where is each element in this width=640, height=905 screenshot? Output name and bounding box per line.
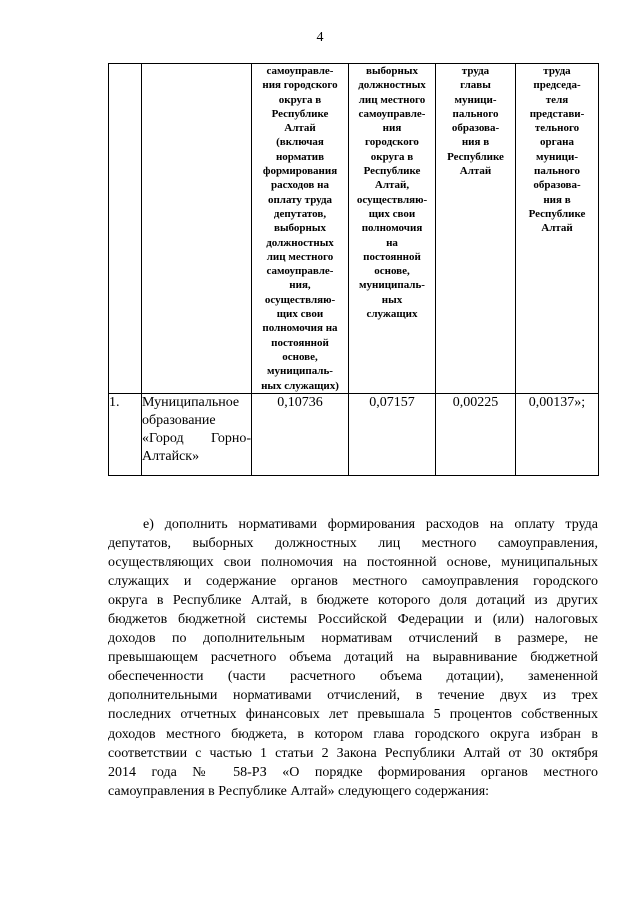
paragraph-line: служащих и содержание органов местного самоуправления городского [108, 574, 598, 590]
header-cell-norm-total [252, 64, 349, 394]
header-line: теля [545, 93, 569, 106]
header-line: Алтай [541, 222, 573, 235]
paragraph-line: е) дополнить нормативами формирования расходов на оплату труда [143, 517, 598, 532]
header-line: основе, [282, 350, 318, 363]
header-line: Алтай [284, 122, 316, 135]
header-line: на [386, 236, 398, 249]
paragraph-line: обеспеченности (части расчетного объема дотации), замененной [108, 669, 598, 685]
header-line: (включая [276, 136, 324, 149]
table-row [109, 393, 599, 475]
header-line: оплату труда [267, 193, 333, 206]
norms-table [108, 63, 599, 476]
header-line: ния [382, 122, 402, 135]
header-line: округа в [278, 93, 322, 106]
header-line: самоуправле- [266, 265, 334, 278]
header-line: Алтай, [374, 179, 410, 192]
table-header-row [109, 64, 599, 394]
paragraph-line: последних отчетных финансовых лет превышала 5 процентов собственных [108, 707, 598, 723]
paragraph-line: самоуправления в Республике Алтай» следующего содержания: [108, 783, 490, 799]
header-line: ния в [461, 136, 490, 149]
header-line: выборных [366, 65, 418, 77]
value-norm-head: 0,00225 [436, 393, 516, 475]
header-line: щих свои [368, 207, 416, 220]
value-norm-officials: 0,07157 [349, 393, 436, 475]
header-line: муниципаль- [267, 365, 333, 378]
value-norm-total: 0,10736 [252, 393, 349, 475]
header-line: осуществляю- [356, 193, 428, 206]
header-line: формирования [262, 165, 338, 178]
header-line: органа [540, 136, 574, 149]
header-line: Республике [528, 207, 586, 220]
header-line: щих свои [276, 308, 324, 321]
paragraph-line: округа в Республике Алтай, в бюджете которого доля дотаций из других [108, 593, 598, 609]
municipality-name [142, 393, 252, 475]
header-line: самоуправле- [266, 65, 334, 77]
header-line: образова- [533, 179, 581, 192]
header-line: пального [534, 165, 580, 178]
header-line: ния, [289, 279, 311, 292]
header-cell-norm-chairman [516, 64, 599, 394]
header-line: расходов на [271, 179, 329, 192]
header-line: ния в [543, 193, 571, 206]
header-line: труда [543, 65, 571, 77]
header-line: труда [461, 65, 490, 77]
header-line: Алтай [459, 165, 492, 178]
header-line: должностных [358, 79, 426, 92]
header-line: округа в [370, 150, 414, 163]
header-line: должностных [266, 236, 334, 249]
header-line: образова- [451, 122, 500, 135]
header-line: муниципаль- [359, 279, 425, 292]
header-line: ных служащих) [261, 379, 339, 392]
header-line: основе, [374, 265, 410, 278]
municipality-name-line: «Город Горно- [142, 430, 251, 446]
header-cell-norm-head [436, 64, 516, 394]
header-line: Республике [447, 150, 504, 163]
header-line: полномочия [361, 222, 423, 235]
header-line: самоуправле- [358, 107, 426, 120]
header-line: депутатов, [273, 207, 327, 220]
header-cell-number [109, 64, 142, 394]
header-line: лиц местного [266, 250, 334, 263]
header-line: полномочия на [262, 322, 338, 335]
paragraph-line: осуществляющих свои полномочия на постоянной основе, муниципальных [108, 555, 598, 571]
header-line: тельного [534, 122, 580, 135]
paragraph-line: 2014 года № 58-РЗ «О порядке формирования органов местного [108, 764, 598, 780]
paragraph-e [108, 515, 598, 801]
page-number: 4 [316, 30, 324, 45]
header-line: постоянной [363, 250, 421, 263]
paragraph-line: доходов местного бюджета, в котором глава городского округа избран в [108, 726, 598, 742]
header-line: осуществляю- [264, 293, 336, 306]
header-line: ных [381, 293, 403, 306]
header-line: городского [365, 136, 419, 149]
header-line: Республике [363, 165, 421, 178]
header-line: норматив [275, 150, 325, 163]
municipality-name-line: Алтайск» [142, 448, 200, 464]
header-line: главы [460, 79, 491, 92]
header-cell-norm-officials [349, 64, 436, 394]
paragraph-line: бюджетов бюджетной системы Российской Федерации и (или) налоговых [108, 612, 598, 628]
paragraph-line: соответствии с частью 1 статьи 2 Закона Республики Алтай от 30 октября [108, 745, 598, 761]
header-line: представи- [529, 107, 585, 120]
header-line: председа- [533, 79, 581, 92]
row-number: 1. [109, 393, 142, 475]
header-line: муници- [535, 150, 578, 163]
header-line: лиц местного [358, 93, 426, 106]
header-line: выборных [274, 222, 326, 235]
header-line: Республике [271, 107, 329, 120]
paragraph-line: превышающем расчетного объема дотаций на выравнивание бюджетной [108, 650, 598, 666]
header-line: ния городского [262, 79, 338, 92]
paragraph-line: депутатов, выборных должностных лиц местного самоуправления, [108, 536, 598, 552]
municipality-name-line: образование [142, 412, 216, 428]
header-line: пального [452, 107, 499, 120]
header-line: служащих [366, 308, 418, 321]
value-norm-chairman: 0,00137»; [516, 393, 599, 475]
municipality-name-line: Муниципальное [142, 394, 240, 410]
header-line: постоянной [271, 336, 329, 349]
paragraph-line: дополнительными нормативами отчислений, в течение двух из трех [108, 688, 598, 704]
header-cell-name [142, 64, 252, 394]
paragraph-line: доходов по дополнительным нормативам отчислений в размере, не [108, 631, 598, 647]
header-line: муници- [454, 93, 497, 106]
